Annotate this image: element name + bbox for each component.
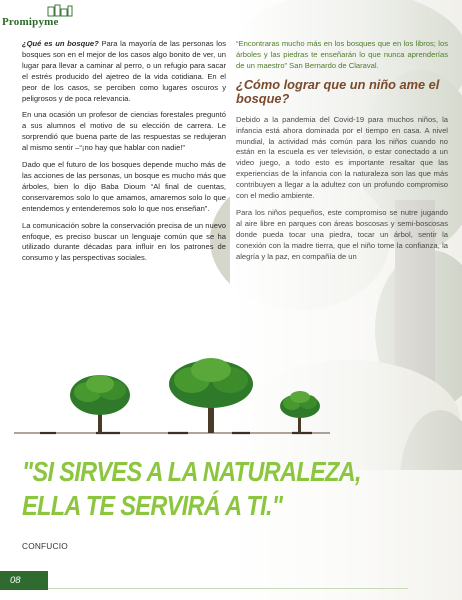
page-number-box bbox=[0, 571, 48, 590]
tree-right bbox=[280, 391, 320, 433]
san-bernardo-quote: “Encontraras mucho más en los bosques que en los libros; los árboles y las piedras te enseñarán lo que nunca aprenderías de un maestro” San Bernardo de Claraval. bbox=[236, 39, 448, 70]
page-number: 08 bbox=[10, 575, 21, 586]
tree-left bbox=[70, 375, 130, 433]
tree-center bbox=[169, 358, 253, 433]
young-children-paragraph: Para los niños pequeños, este compromiso se nutre jugando al aire libre en parques con áreas boscosas y semi-boscosas donde pueda tocar una piedra, tocar un árbol, sentir la conexión con la madre tierra, que el niño tome la confianza, la alegría y la paz, en compañía de un bbox=[236, 207, 448, 261]
section-subheading: ¿Cómo lograr que un niño ame el bosque? bbox=[236, 76, 440, 106]
baba-dioum-paragraph: Dado que el futuro de los bosques depende mucho más de las acciones de las personas, un bosque es mucho más que árboles, bien lo dijo Baba Dioum “Al final de cuentas, conservaremos solo lo que amamos, amaremos solo lo que entendemos y entenderemos solo lo que nos enseñan”. bbox=[22, 160, 226, 213]
promipyme-logo bbox=[0, 4, 92, 30]
communication-paragraph: La comunicación sobre la conservación precisa de un nuevo enfoque, es preciso buscar un lenguaje común que se ha utilizado durante décadas para influir en los patrones de consumo y las perspectivas sociales. bbox=[22, 220, 226, 263]
pandemic-paragraph: Debido a la pandemia del Covid-19 para muchos niños, la infancia está ahora dominada por el tiempo en casa. A nivel mundial, la actividad más común para los niños cuando no están en la escuela es ver televisión, o estar conectado a un video juego, a todo esto es importante resaltar que las experiencias de la infancia con la naturaleza son las que más contribuyen a llegar a la adultez con un profundo compromiso con el medio ambiente. bbox=[236, 114, 448, 201]
intro-paragraph-text: Para la mayoría de las personas los bosques son en el mejor de los casos algo bonito de ver, un lugar para llevar a caminar al perro, o un refugio para sacar el estrés producido del ajetreo de la vida cotidiana. En el peor de los casos, se perciben como lugares oscuros y peligrosos y de poca relevancia. bbox=[22, 39, 226, 103]
pull-quote-author: CONFUCIO bbox=[22, 541, 68, 551]
pull-quote bbox=[22, 455, 392, 523]
left-text-column bbox=[22, 39, 226, 270]
professor-paragraph: En una ocasión un profesor de ciencias forestales preguntó a sus alumnos el motivo de su elección de carrera. Le sorprendió que buena parte de las respuestas se redujeran al mismo sentir –“¡no hay que hablar con nadie!” bbox=[22, 110, 226, 153]
intro-paragraph bbox=[22, 39, 226, 104]
footer-divider bbox=[48, 588, 408, 589]
pull-quote-line-1: "SI SIRVES A LA NATURALEZA, bbox=[22, 456, 361, 487]
logo-text: Promipyme bbox=[2, 16, 59, 28]
trees-illustration bbox=[0, 350, 462, 445]
right-text-column bbox=[236, 39, 448, 269]
pull-quote-line-2: ELLA TE SERVIRÁ A TI." bbox=[22, 490, 283, 521]
lead-question: ¿Qué es un bosque? bbox=[22, 39, 99, 48]
